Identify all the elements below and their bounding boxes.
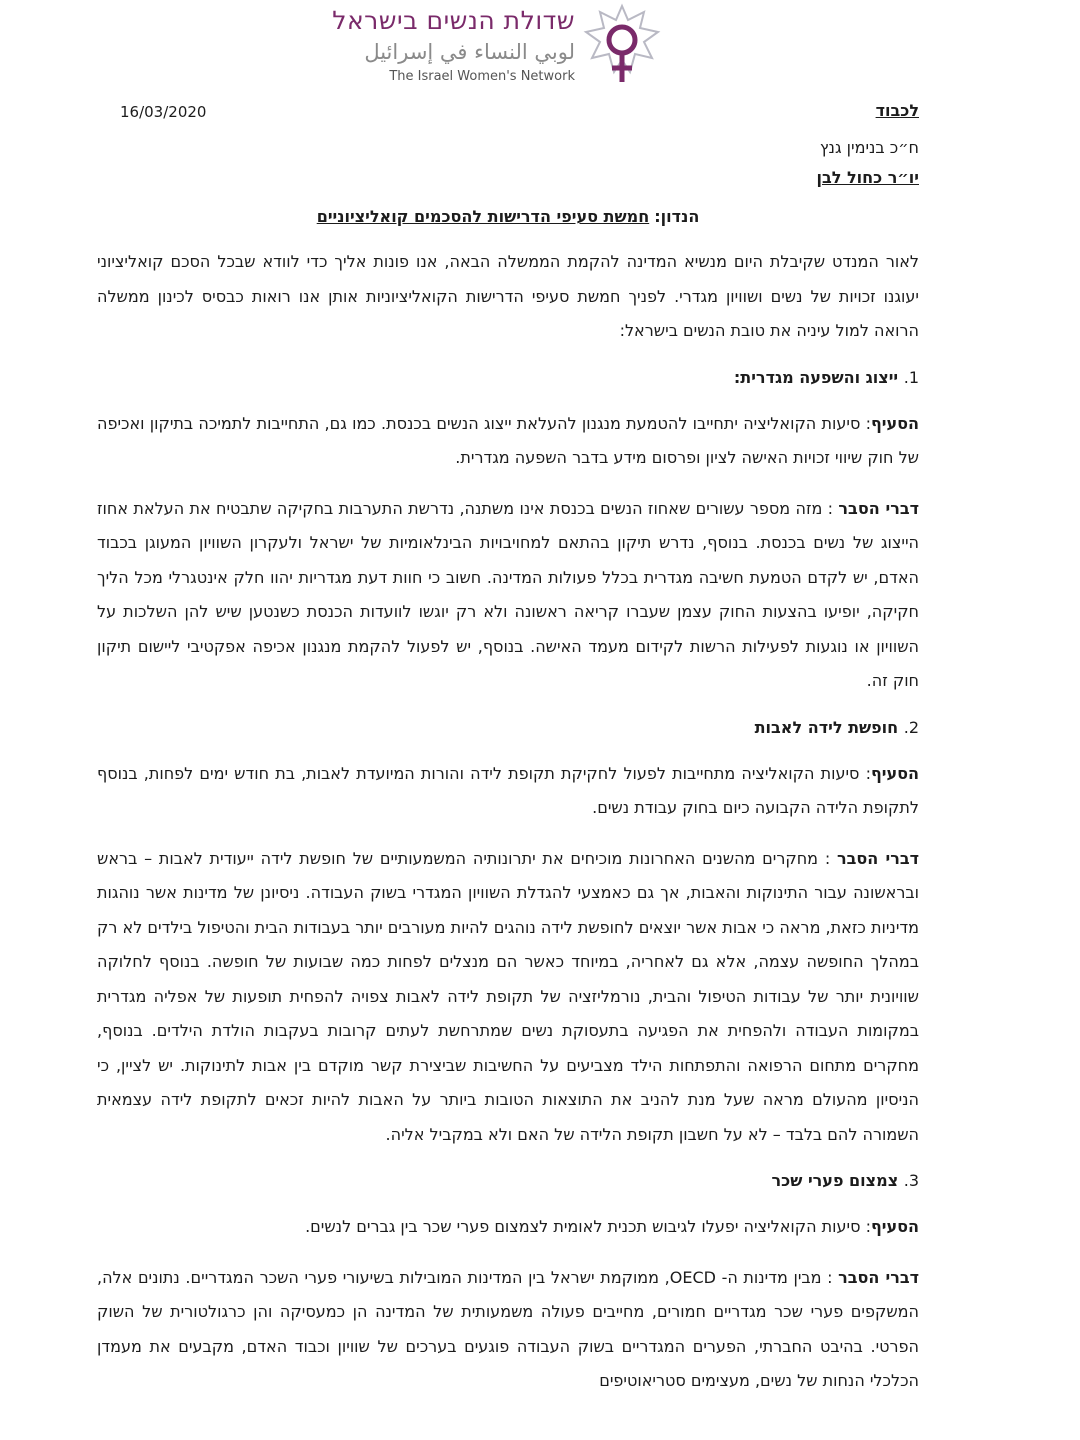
letter-body bbox=[97, 95, 919, 1399]
section-number: 3. bbox=[903, 1171, 919, 1190]
section-number: 1. bbox=[903, 367, 919, 387]
section-heading bbox=[97, 711, 919, 745]
logo-name-hebrew: שדולת הנשים בישראל bbox=[332, 6, 575, 35]
section-number: 2. bbox=[903, 717, 919, 737]
section-title: צמצום פערי שכר bbox=[771, 1171, 899, 1190]
section-explanation bbox=[97, 842, 919, 1153]
subject-prefix: הנדון: bbox=[654, 207, 700, 226]
letterhead bbox=[0, 0, 1080, 95]
salutation: לכבוד bbox=[875, 101, 919, 120]
clause-text: : סיעות הקואליציה יפעלו לגיבוש תכנית לאומית לצמצום פערי שכר בין גברים לנשים. bbox=[305, 1217, 871, 1236]
explanation-text: : מבין מדינות ה- OECD, ממוקמת ישראל בין המדינות המובילות בשיעורי פערי השכר המגדריים. נתונים אלה, המשקפים פערי שכר מגדריים חמורים, מחייבים פעולה משמעותית של המדינה הן כמעסיקה והן כרגולטורית של השוק הפרטי. בהיבט החברתי, הפערים המגדריים בשוק העבודה פוגעים בערכים של שוויון וכבוד האדם, מקבעים את מעמדן הכלכלי הנחות של נשים, מעצימים סטריאוטיפים bbox=[97, 1267, 919, 1390]
salutation-row bbox=[97, 95, 919, 133]
logo-name-arabic: لوبي النساء في إسرائيل bbox=[364, 40, 575, 64]
section-explanation bbox=[97, 1261, 919, 1399]
venus-star-logo-icon bbox=[582, 2, 662, 86]
logo-name-english: The Israel Women's Network bbox=[389, 69, 575, 84]
section-title: חופשת לידה לאבות bbox=[754, 717, 899, 737]
recipient-title: יו״ר כחול לבן bbox=[816, 168, 919, 187]
section-heading bbox=[97, 361, 919, 395]
logo-wordmark bbox=[330, 4, 575, 88]
section-clause bbox=[97, 407, 919, 476]
explanation-text: : מזה מספר עשורים שאחוז הנשים בכנסת אינו משתנה, נדרשת התערבות בחקיקה שתבטיח את העלאת אחוז הייצוג של נשים בכנסת. בנוסף, נדרש תיקון בהתאם למחויבויות הבינלאומיות של ישראל ולעקרון השוויון המעוגן בכבוד האדם, יש לקדם הטמעת חשיבה מגדרית בכלל פעולות המדינה. חשוב כי חוות דעת מגדריות יהוו חלק אינטגרלי מכל הליך חקיקה, יופיעו בהצעות החוק עצמן שעברו קריאה ראשונה ולא רק יוגשו לוועדות הכנסת כשנטען שיש להן השלכות על השוויון או נוגעות לפעילות הרשות לקידום מעמד האישה. בנוסף, יש לפעול להקמת מנגנון אכיפה אפקטיבי ליישום תיקון חוק זה. bbox=[97, 498, 919, 690]
recipient-name: ח״כ בנימין גנץ bbox=[819, 138, 919, 157]
explanation-label: דברי הסבר bbox=[838, 498, 920, 518]
explanation-text: : מחקרים מהשנים האחרונות מוכיחים את יתרונותיה המשמעותיים של חופשת לידה ייעודית לאבות – בראש ובראשונה עבור התינוקות והאבות, אך גם כאמצעי להגדלת השוויון המגדרי בשוק העבודה. ניסיונן של מדינות אשר נוהגות מדיניות כזאת, מראה כי אבות אשר יוצאים לחופשת לידה נוהגים להיות מעורבים יותר בעבודות הבית והטיפול בילדים לא רק במהלך החופשה עצמה, אלא גם לאחריה, במיוחד כאשר הם מנצלים לפחות כמה שבועות של חופשה. בנוסף לחלוקה שוויונית יותר של עבודות הטיפול והבית, נורמליזציה של תקופת לידה לאבות צפויה להפחית תופעות של אפליה מגדרית במקומות העבודה ולהפחית את הפגיעה בתעסוקת נשים שמתרחשת לעתים קרובות בעקבות הולדת הילדים. בנוסף, מחקרים מתחום הרפואה והתפתחות הילד מצביעים על החשיבות שביצירת קשר מוקדם בין אבות לתינוקות. יש לציין, כי הניסיון מהעולם מראה שעל מנת להניב את התוצאות הטובות ביותר על האבות להיות זכאים לתקופת לידה עצמאית השמורה להם בלבד – לא על חשבון תקופת הלידה של האם ולא במקביל אליה. bbox=[97, 848, 919, 1144]
clause-label: הסעיף bbox=[870, 763, 919, 783]
explanation-label: דברי הסבר bbox=[836, 848, 920, 868]
section-clause bbox=[97, 1210, 919, 1245]
subject-text: חמשת סעיפי הדרישות להסכמים קואליציוניים bbox=[316, 207, 650, 226]
section-title: ייצוג והשפעה מגדרית: bbox=[733, 367, 899, 387]
intro-paragraph: לאור המנדט שקיבלת היום מנשיא המדינה להקמת הממשלה הבאה, אנו פונות אליך כדי לוודא שבכל הסכם קואליציוני יעוגנו זכויות של נשים ושוויון מגדרי. לפניך חמשת סעיפי הדרישות הקואליציוניות אותן אנו רואות כבסיס לכינון ממשלה הרואה למול עיניה את טובת הנשים בישראל: bbox=[97, 252, 919, 340]
letter-date: 16/03/2020 bbox=[120, 103, 207, 121]
explanation-label: דברי הסבר bbox=[838, 1267, 920, 1287]
clause-label: הסעיף bbox=[870, 1217, 919, 1236]
clause-text: : סיעות הקואליציה מתחייבות לפעול לחקיקת תקופת לידה והורות המיועדת לאבות, בת חודש ימים לפחות, בנוסף לתקופת הלידה הקבועה כיום בחוק עבודת נשים. bbox=[97, 763, 919, 817]
section-explanation bbox=[97, 492, 919, 699]
section-clause bbox=[97, 757, 919, 826]
clause-text: : סיעות הקואליציה יתחייבו להטמעת מנגנון להעלאת ייצוג הנשים בכנסת. כמו גם, התחייבות לתמיכה בתיקון ואכיפה של חוק שיווי זכויות האישה לציון ופרסום מידע בדבר השפעה מגדרית. bbox=[97, 413, 919, 467]
section-heading bbox=[97, 1164, 919, 1198]
clause-label: הסעיף bbox=[870, 413, 919, 433]
subject-line bbox=[97, 205, 919, 229]
